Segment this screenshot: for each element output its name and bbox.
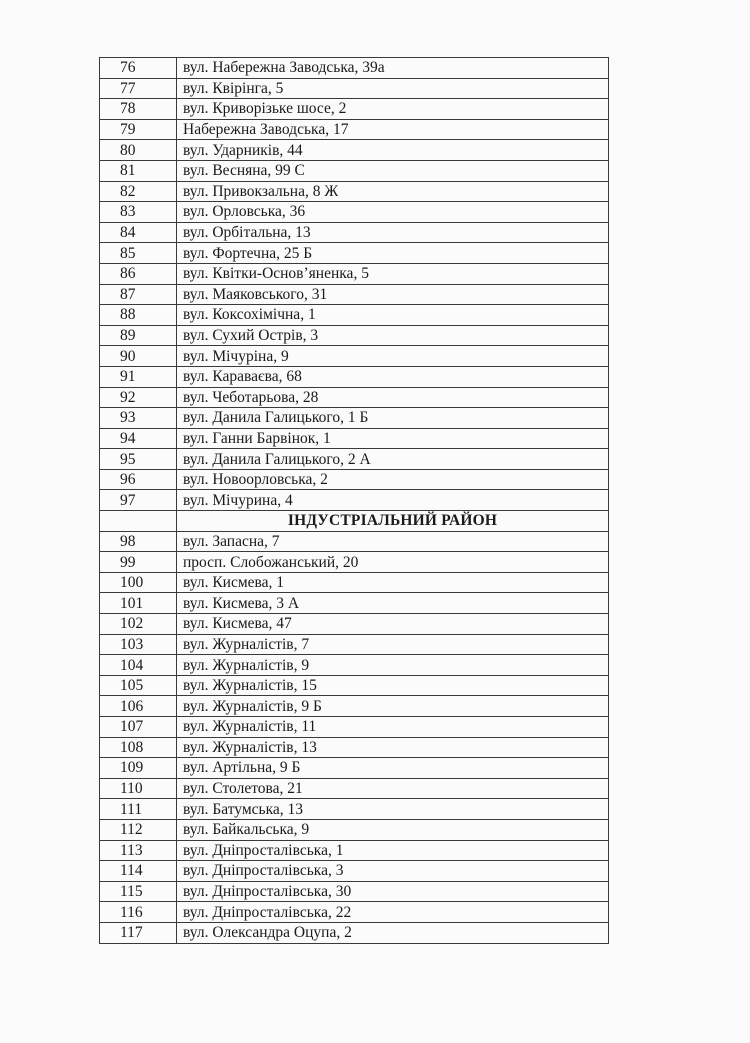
row-number: 89 [100, 325, 177, 346]
row-address: вул. Артільна, 9 Б [177, 758, 609, 779]
row-address: вул. Олександра Оцупа, 2 [177, 922, 609, 943]
table-row [100, 346, 609, 367]
table-row [100, 737, 609, 758]
row-address: вул. Журналістів, 13 [177, 737, 609, 758]
row-address: вул. Данила Галицького, 1 Б [177, 408, 609, 429]
row-address: вул. Мічуріна, 9 [177, 346, 609, 367]
table-row [100, 490, 609, 511]
table-row [100, 819, 609, 840]
row-number: 91 [100, 366, 177, 387]
row-address: вул. Квірінга, 5 [177, 78, 609, 99]
table-row [100, 160, 609, 181]
row-address: вул. Криворізьке шосе, 2 [177, 99, 609, 120]
row-number: 77 [100, 78, 177, 99]
table-row [100, 449, 609, 470]
address-rows-after [100, 531, 609, 943]
row-address: вул. Журналістів, 11 [177, 717, 609, 738]
table-row [100, 119, 609, 140]
row-number: 103 [100, 634, 177, 655]
row-number: 102 [100, 614, 177, 635]
row-number: 87 [100, 284, 177, 305]
section-number-cell [100, 511, 177, 532]
row-number: 112 [100, 819, 177, 840]
table-row [100, 593, 609, 614]
row-address: вул. Караваєва, 68 [177, 366, 609, 387]
row-number: 98 [100, 531, 177, 552]
row-number: 83 [100, 202, 177, 223]
row-number: 106 [100, 696, 177, 717]
row-number: 92 [100, 387, 177, 408]
row-number: 81 [100, 160, 177, 181]
row-address: вул. Фортечна, 25 Б [177, 243, 609, 264]
row-number: 107 [100, 717, 177, 738]
row-number: 85 [100, 243, 177, 264]
row-address: вул. Весняна, 99 С [177, 160, 609, 181]
table-row [100, 655, 609, 676]
table-row [100, 469, 609, 490]
table-row [100, 202, 609, 223]
row-address: вул. Журналістів, 9 [177, 655, 609, 676]
row-address: вул. Чеботарьова, 28 [177, 387, 609, 408]
row-address: вул. Данила Галицького, 2 А [177, 449, 609, 470]
row-number: 78 [100, 99, 177, 120]
row-address: вул. Ударників, 44 [177, 140, 609, 161]
row-number: 76 [100, 58, 177, 79]
row-address: вул. Дніпросталівська, 1 [177, 840, 609, 861]
row-number: 96 [100, 469, 177, 490]
table-row [100, 881, 609, 902]
row-address: вул. Новоорловська, 2 [177, 469, 609, 490]
table-row [100, 696, 609, 717]
table-row [100, 140, 609, 161]
table-row [100, 552, 609, 573]
section-title: ІНДУСТРІАЛЬНИЙ РАЙОН [177, 511, 609, 532]
row-number: 100 [100, 572, 177, 593]
row-address: вул. Журналістів, 15 [177, 675, 609, 696]
table-row [100, 181, 609, 202]
table-row [100, 634, 609, 655]
row-address: вул. Запасна, 7 [177, 531, 609, 552]
table-row [100, 778, 609, 799]
row-number: 86 [100, 263, 177, 284]
row-address: вул. Байкальська, 9 [177, 819, 609, 840]
row-number: 108 [100, 737, 177, 758]
table-row [100, 861, 609, 882]
table-row [100, 799, 609, 820]
row-address: вул. Дніпросталівська, 22 [177, 902, 609, 923]
table-row [100, 99, 609, 120]
row-address: вул. Кисмева, 47 [177, 614, 609, 635]
row-address: вул. Дніпросталівська, 3 [177, 861, 609, 882]
row-number: 82 [100, 181, 177, 202]
row-number: 79 [100, 119, 177, 140]
row-number: 105 [100, 675, 177, 696]
row-number: 90 [100, 346, 177, 367]
row-address: вул. Сухий Острів, 3 [177, 325, 609, 346]
table-row [100, 387, 609, 408]
row-address: вул. Ганни Барвінок, 1 [177, 428, 609, 449]
row-address: вул. Столетова, 21 [177, 778, 609, 799]
row-address: вул. Журналістів, 9 Б [177, 696, 609, 717]
row-address: вул. Маяковського, 31 [177, 284, 609, 305]
row-number: 111 [100, 799, 177, 820]
row-number: 116 [100, 902, 177, 923]
table-row [100, 305, 609, 326]
row-address: просп. Слобожанський, 20 [177, 552, 609, 573]
row-number: 88 [100, 305, 177, 326]
row-address: вул. Орбітальна, 13 [177, 222, 609, 243]
table-row [100, 284, 609, 305]
section-header-group [100, 511, 609, 532]
table-row [100, 263, 609, 284]
table-row [100, 758, 609, 779]
row-number: 110 [100, 778, 177, 799]
section-header-row [100, 511, 609, 532]
row-address: вул. Квітки-Основ’яненка, 5 [177, 263, 609, 284]
row-address: вул. Дніпросталівська, 30 [177, 881, 609, 902]
table-row [100, 222, 609, 243]
row-address: вул. Батумська, 13 [177, 799, 609, 820]
row-number: 117 [100, 922, 177, 943]
table-row [100, 840, 609, 861]
row-number: 113 [100, 840, 177, 861]
row-number: 80 [100, 140, 177, 161]
table-row [100, 78, 609, 99]
table-row [100, 614, 609, 635]
row-number: 99 [100, 552, 177, 573]
row-address: вул. Привокзальна, 8 Ж [177, 181, 609, 202]
table-row [100, 366, 609, 387]
table-row [100, 922, 609, 943]
address-rows-before [100, 58, 609, 511]
row-number: 97 [100, 490, 177, 511]
row-number: 93 [100, 408, 177, 429]
table-row [100, 408, 609, 429]
row-number: 94 [100, 428, 177, 449]
address-table [99, 57, 609, 944]
row-address: вул. Кисмева, 1 [177, 572, 609, 593]
row-address: вул. Коксохімічна, 1 [177, 305, 609, 326]
table-row [100, 428, 609, 449]
row-number: 84 [100, 222, 177, 243]
table-row [100, 531, 609, 552]
row-number: 114 [100, 861, 177, 882]
table-row [100, 243, 609, 264]
row-number: 95 [100, 449, 177, 470]
table-row [100, 58, 609, 79]
row-address: вул. Журналістів, 7 [177, 634, 609, 655]
table-row [100, 902, 609, 923]
row-number: 101 [100, 593, 177, 614]
row-number: 115 [100, 881, 177, 902]
row-number: 104 [100, 655, 177, 676]
row-address: Набережна Заводська, 17 [177, 119, 609, 140]
row-address: вул. Мічурина, 4 [177, 490, 609, 511]
row-address: вул. Кисмева, 3 А [177, 593, 609, 614]
table-row [100, 675, 609, 696]
row-number: 109 [100, 758, 177, 779]
table-row [100, 325, 609, 346]
table-row [100, 717, 609, 738]
row-address: вул. Орловська, 36 [177, 202, 609, 223]
table-row [100, 572, 609, 593]
row-address: вул. Набережна Заводська, 39а [177, 58, 609, 79]
